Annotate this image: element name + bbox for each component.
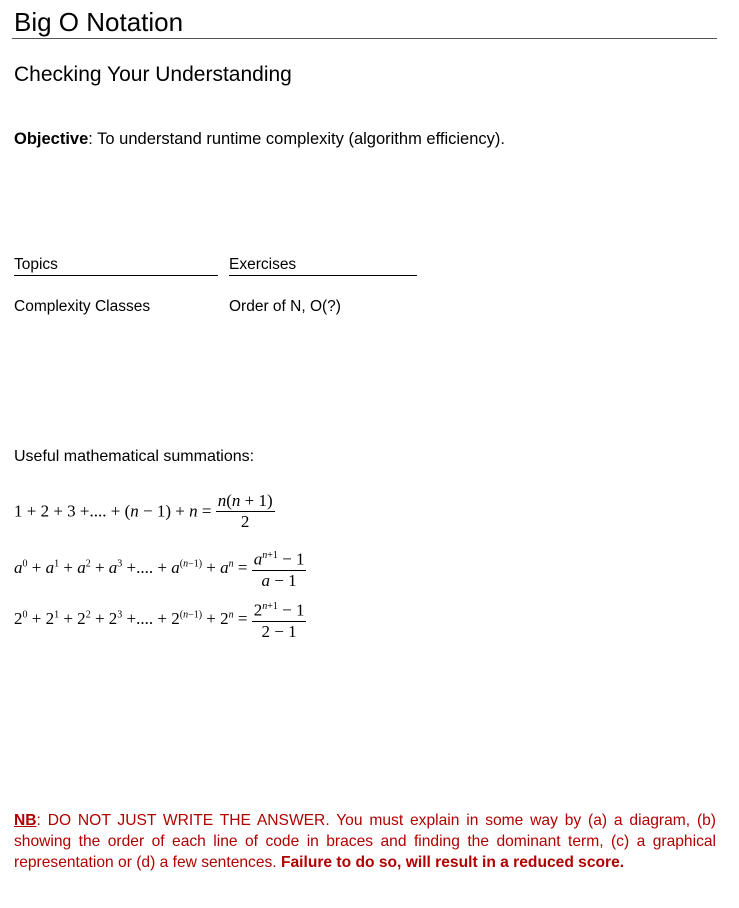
formula-geometric-sum: $a^0 + a^1 + a^2 + a^3$ +.... + $a^{(n-1)} + a^n$ = $\frac{a^{n+1} - 1}{a - 1}$ [14, 546, 306, 591]
note-text: : DO NOT JUST WRITE THE ANSWER. You must explain in some way by (a) a diagram, (b) showing the order of each line of code in braces and finding the dominant term, (c) a graphical representation or (d) a few sentences. [14, 812, 716, 871]
page-subtitle: Checking Your Understanding [14, 63, 292, 86]
formula-arithmetic-sum: 1 + 2 + 3 +.... + (n − 1) + n = $\frac{n(n + 1)}{2}$ [14, 491, 273, 531]
topic-cell: Complexity Classes [14, 298, 151, 315]
objective-label: Objective [14, 130, 89, 148]
objective-line [14, 128, 505, 150]
title-divider [12, 38, 717, 39]
note-emphasis: Failure to do so, will result in a reduced score. [280, 854, 625, 871]
topics-header: Topics [14, 255, 218, 276]
note-label: NB [14, 812, 37, 829]
exercise-cell: Order of N, O(?) [229, 298, 341, 315]
formula-powers-of-two-sum: $2^0 + 2^1 + 2^2 + 2^3$ +.... + $2^{(n-1)} + 2^n$ = $\frac{2^{n+1} - 1}{2 - 1}$ [14, 597, 306, 642]
note-paragraph [14, 810, 716, 873]
exercises-header: Exercises [229, 255, 417, 276]
page-title: Big O Notation [14, 7, 184, 37]
objective-text: : To understand runtime complexity (algorithm efficiency). [88, 130, 505, 148]
summations-label: Useful mathematical summations: [14, 448, 255, 465]
